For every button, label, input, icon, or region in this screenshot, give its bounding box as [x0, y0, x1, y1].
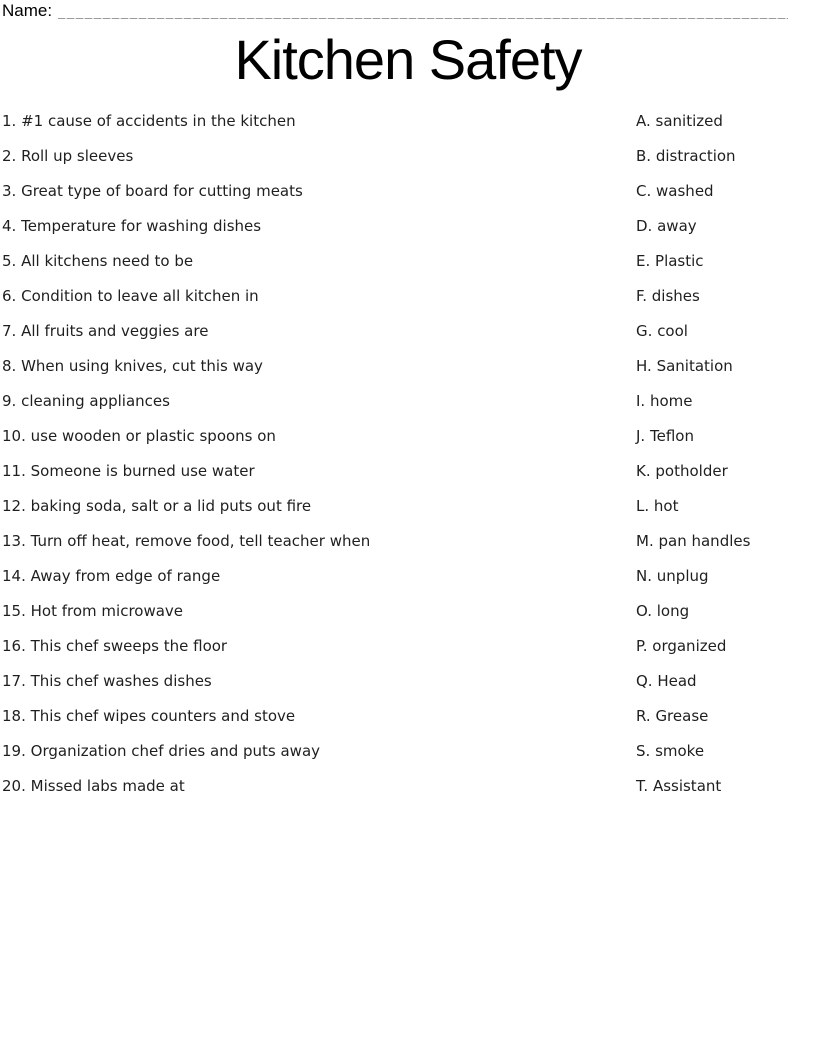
question-number: 18.	[2, 707, 26, 725]
answer-letter: T.	[636, 777, 649, 795]
question-number: 20.	[2, 777, 26, 795]
question-number: 10.	[2, 427, 26, 445]
question-item	[2, 673, 432, 690]
answer-text: Grease	[655, 707, 709, 725]
question-text: Condition to leave all kitchen in	[21, 287, 259, 305]
answer-item	[636, 148, 816, 165]
question-item	[2, 638, 432, 655]
answer-text: unplug	[656, 567, 709, 585]
answer-item	[636, 673, 816, 690]
answer-text: pan handles	[658, 532, 751, 550]
answer-letter: R.	[636, 707, 651, 725]
question-item	[2, 743, 432, 760]
question-text: All kitchens need to be	[21, 252, 194, 270]
answer-item	[636, 428, 816, 445]
question-text: use wooden or plastic spoons on	[30, 427, 276, 445]
question-text: Hot from microwave	[30, 602, 184, 620]
question-item	[2, 148, 432, 165]
answer-text: dishes	[651, 287, 700, 305]
question-number: 11.	[2, 462, 26, 480]
question-item	[2, 708, 432, 725]
question-number: 6.	[2, 287, 17, 305]
question-number: 7.	[2, 322, 17, 340]
answer-text: Head	[657, 672, 697, 690]
answer-letter: Q.	[636, 672, 653, 690]
question-text: Temperature for washing dishes	[21, 217, 262, 235]
answer-text: distraction	[655, 147, 736, 165]
answer-item	[636, 288, 816, 305]
question-item	[2, 183, 432, 200]
question-text: #1 cause of accidents in the kitchen	[21, 112, 296, 130]
answer-item	[636, 743, 816, 760]
answer-letter: C.	[636, 182, 652, 200]
answer-item	[636, 113, 816, 130]
question-text: Roll up sleeves	[21, 147, 134, 165]
question-item	[2, 533, 432, 550]
answer-item	[636, 708, 816, 725]
question-item	[2, 603, 432, 620]
question-item	[2, 113, 432, 130]
question-item	[2, 463, 432, 480]
question-number: 2.	[2, 147, 17, 165]
question-text: Away from edge of range	[30, 567, 221, 585]
name-blank-line[interactable]	[58, 18, 788, 19]
question-item	[2, 218, 432, 235]
question-item	[2, 323, 432, 340]
answer-letter: D.	[636, 217, 653, 235]
question-number: 9.	[2, 392, 17, 410]
answer-item	[636, 498, 816, 515]
question-text: Great type of board for cutting meats	[21, 182, 303, 200]
answer-letter: I.	[636, 392, 646, 410]
answer-letter: M.	[636, 532, 654, 550]
question-number: 5.	[2, 252, 17, 270]
answer-item	[636, 183, 816, 200]
answer-item	[636, 603, 816, 620]
question-number: 1.	[2, 112, 17, 130]
answer-letter: F.	[636, 287, 647, 305]
question-number: 8.	[2, 357, 17, 375]
answer-item	[636, 463, 816, 480]
answer-text: cool	[657, 322, 688, 340]
question-text: This chef sweeps the floor	[30, 637, 228, 655]
answer-letter: P.	[636, 637, 648, 655]
question-item	[2, 568, 432, 585]
answer-text: Plastic	[655, 252, 704, 270]
answer-text: Teflon	[649, 427, 694, 445]
answer-item	[636, 393, 816, 410]
question-number: 4.	[2, 217, 17, 235]
question-item	[2, 778, 432, 795]
question-number: 16.	[2, 637, 26, 655]
answer-letter: L.	[636, 497, 650, 515]
answer-item	[636, 638, 816, 655]
answer-item	[636, 778, 816, 795]
question-item	[2, 393, 432, 410]
answer-text: away	[657, 217, 697, 235]
answer-item	[636, 568, 816, 585]
question-item	[2, 288, 432, 305]
answer-letter: N.	[636, 567, 652, 585]
question-number: 15.	[2, 602, 26, 620]
answer-letter: O.	[636, 602, 652, 620]
name-label: Name:	[2, 1, 53, 20]
question-text: This chef washes dishes	[30, 672, 212, 690]
question-item	[2, 253, 432, 270]
answer-letter: B.	[636, 147, 652, 165]
question-text: Organization chef dries and puts away	[30, 742, 321, 760]
answer-letter: H.	[636, 357, 652, 375]
question-text: cleaning appliances	[21, 392, 170, 410]
answer-text: long	[656, 602, 690, 620]
question-number: 12.	[2, 497, 26, 515]
answer-text: smoke	[655, 742, 705, 760]
answer-text: hot	[653, 497, 679, 515]
answer-letter: K.	[636, 462, 651, 480]
question-text: Missed labs made at	[30, 777, 185, 795]
answer-item	[636, 533, 816, 550]
answer-text: home	[649, 392, 693, 410]
answers-list	[636, 113, 816, 813]
question-text: All fruits and veggies are	[21, 322, 209, 340]
answer-letter: G.	[636, 322, 653, 340]
answer-text: potholder	[655, 462, 728, 480]
question-item	[2, 428, 432, 445]
question-number: 14.	[2, 567, 26, 585]
page-title: Kitchen Safety	[234, 28, 582, 91]
answer-item	[636, 358, 816, 375]
questions-list	[2, 113, 432, 813]
question-text: Someone is burned use water	[30, 462, 255, 480]
answer-letter: S.	[636, 742, 651, 760]
answer-letter: J.	[636, 427, 646, 445]
answer-item	[636, 218, 816, 235]
question-number: 3.	[2, 182, 17, 200]
answer-text: sanitized	[655, 112, 723, 130]
answer-item	[636, 323, 816, 340]
answer-text: Assistant	[652, 777, 722, 795]
answer-item	[636, 253, 816, 270]
name-row	[2, 1, 788, 21]
answer-text: washed	[656, 182, 714, 200]
answer-text: organized	[652, 637, 727, 655]
question-number: 17.	[2, 672, 26, 690]
answer-letter: A.	[636, 112, 651, 130]
answer-text: Sanitation	[656, 357, 733, 375]
question-item	[2, 358, 432, 375]
question-text: When using knives, cut this way	[21, 357, 263, 375]
question-text: baking soda, salt or a lid puts out fire	[30, 497, 312, 515]
question-text: This chef wipes counters and stove	[30, 707, 296, 725]
question-number: 13.	[2, 532, 26, 550]
question-text: Turn off heat, remove food, tell teacher when	[30, 532, 371, 550]
question-number: 19.	[2, 742, 26, 760]
answer-letter: E.	[636, 252, 651, 270]
question-item	[2, 498, 432, 515]
